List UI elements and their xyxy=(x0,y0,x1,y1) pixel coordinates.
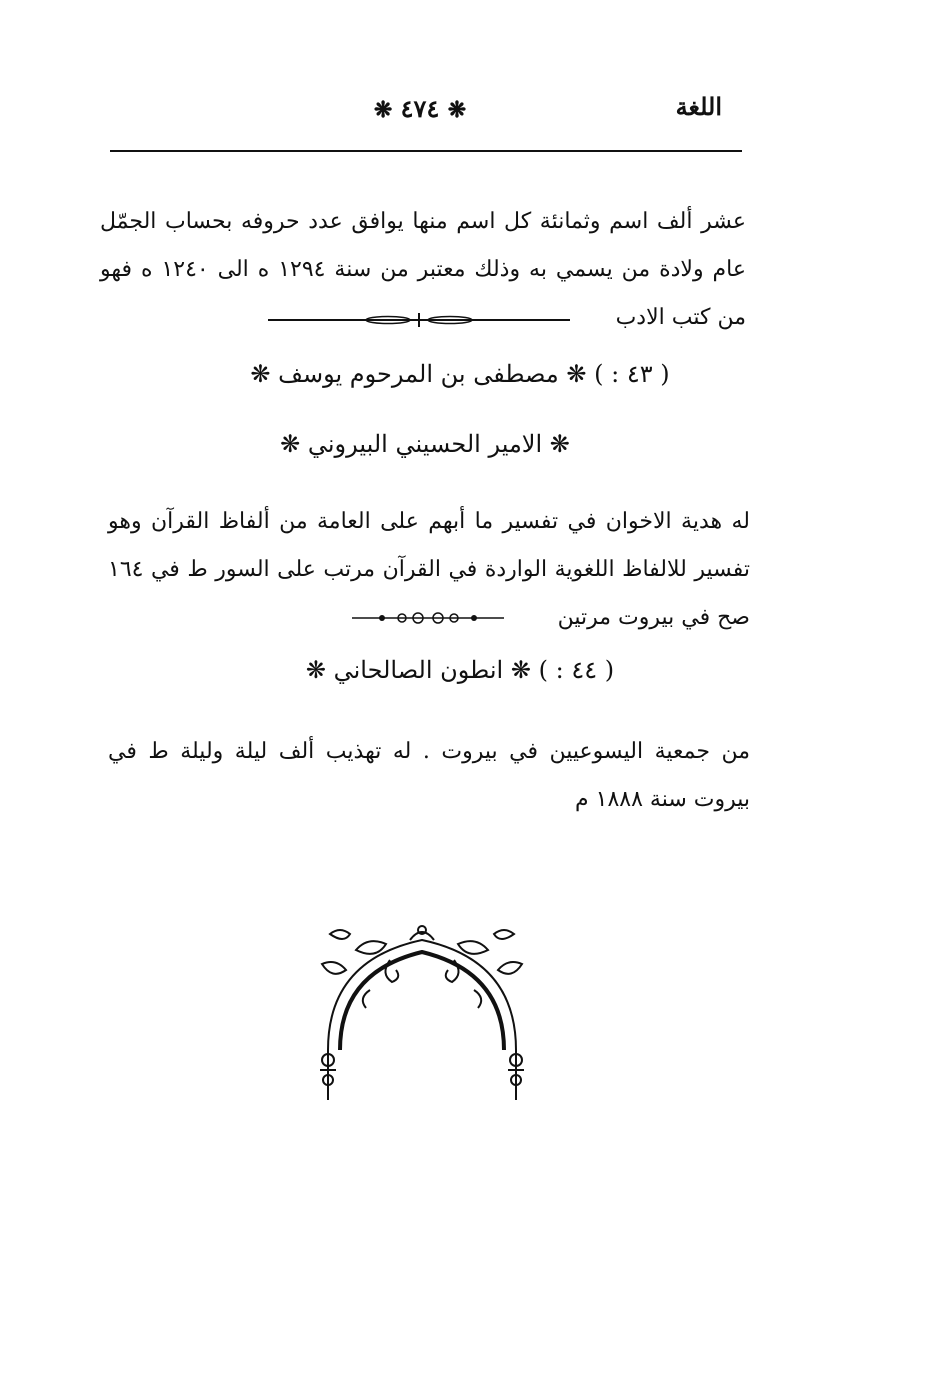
entry-43-body: له هدية الاخوان في تفسير ما أبهم على العامة من ألفاظ القرآن وهو تفسير للالفاظ اللغوية الواردة في القرآن مرتب على السور ط في ١٦٤ صح في بيروت مرتين xyxy=(108,509,750,630)
header-rule xyxy=(110,150,742,152)
divider-ornament xyxy=(268,312,570,328)
entry-44-heading xyxy=(200,656,720,684)
asterism-icon: ❋ xyxy=(250,360,271,388)
asterism-right-icon: ❋ xyxy=(447,97,467,123)
entry-43-title: الامير الحسيني البيروني xyxy=(307,430,543,458)
asterism-icon: ❋ xyxy=(510,656,531,684)
paragraph-continuation: عشر ألف اسم وثمانئة كل اسم منها يوافق عدد حروفه بحساب الجمّل عام ولادة من يسمي به وذلك معتبر من سنة ١٢٩٤ ه الى ١٢٤٠ ه فهو من كتب الادب xyxy=(100,209,746,330)
asterism-icon: ❋ xyxy=(566,360,587,388)
arch-tailpiece-ornament xyxy=(310,920,534,1106)
page-number-block xyxy=(360,94,480,123)
page-number: ٤٧٤ xyxy=(400,94,440,123)
entry-43-subheading xyxy=(200,430,650,458)
asterism-icon: ❋ xyxy=(549,430,570,458)
entry-43-heading xyxy=(200,360,720,388)
entry-44-number: ( ٤٤ : ) xyxy=(538,656,615,684)
asterism-icon: ❋ xyxy=(280,430,301,458)
entry-43-name: مصطفى بن المرحوم يوسف xyxy=(278,360,559,388)
entry-44-name: انطون الصالحاني xyxy=(333,656,504,684)
divider-ornament-small xyxy=(352,610,504,626)
running-header-title: اللغة xyxy=(675,92,722,121)
asterism-icon: ❋ xyxy=(305,656,326,684)
asterism-left-icon: ❋ xyxy=(373,97,393,123)
entry-43-number: ( ٤٣ : ) xyxy=(594,360,670,388)
entry-44-body: من جمعية اليسوعيين في بيروت . له تهذيب ألف ليلة وليلة ط في بيروت سنة ١٨٨٨ م xyxy=(108,739,750,812)
